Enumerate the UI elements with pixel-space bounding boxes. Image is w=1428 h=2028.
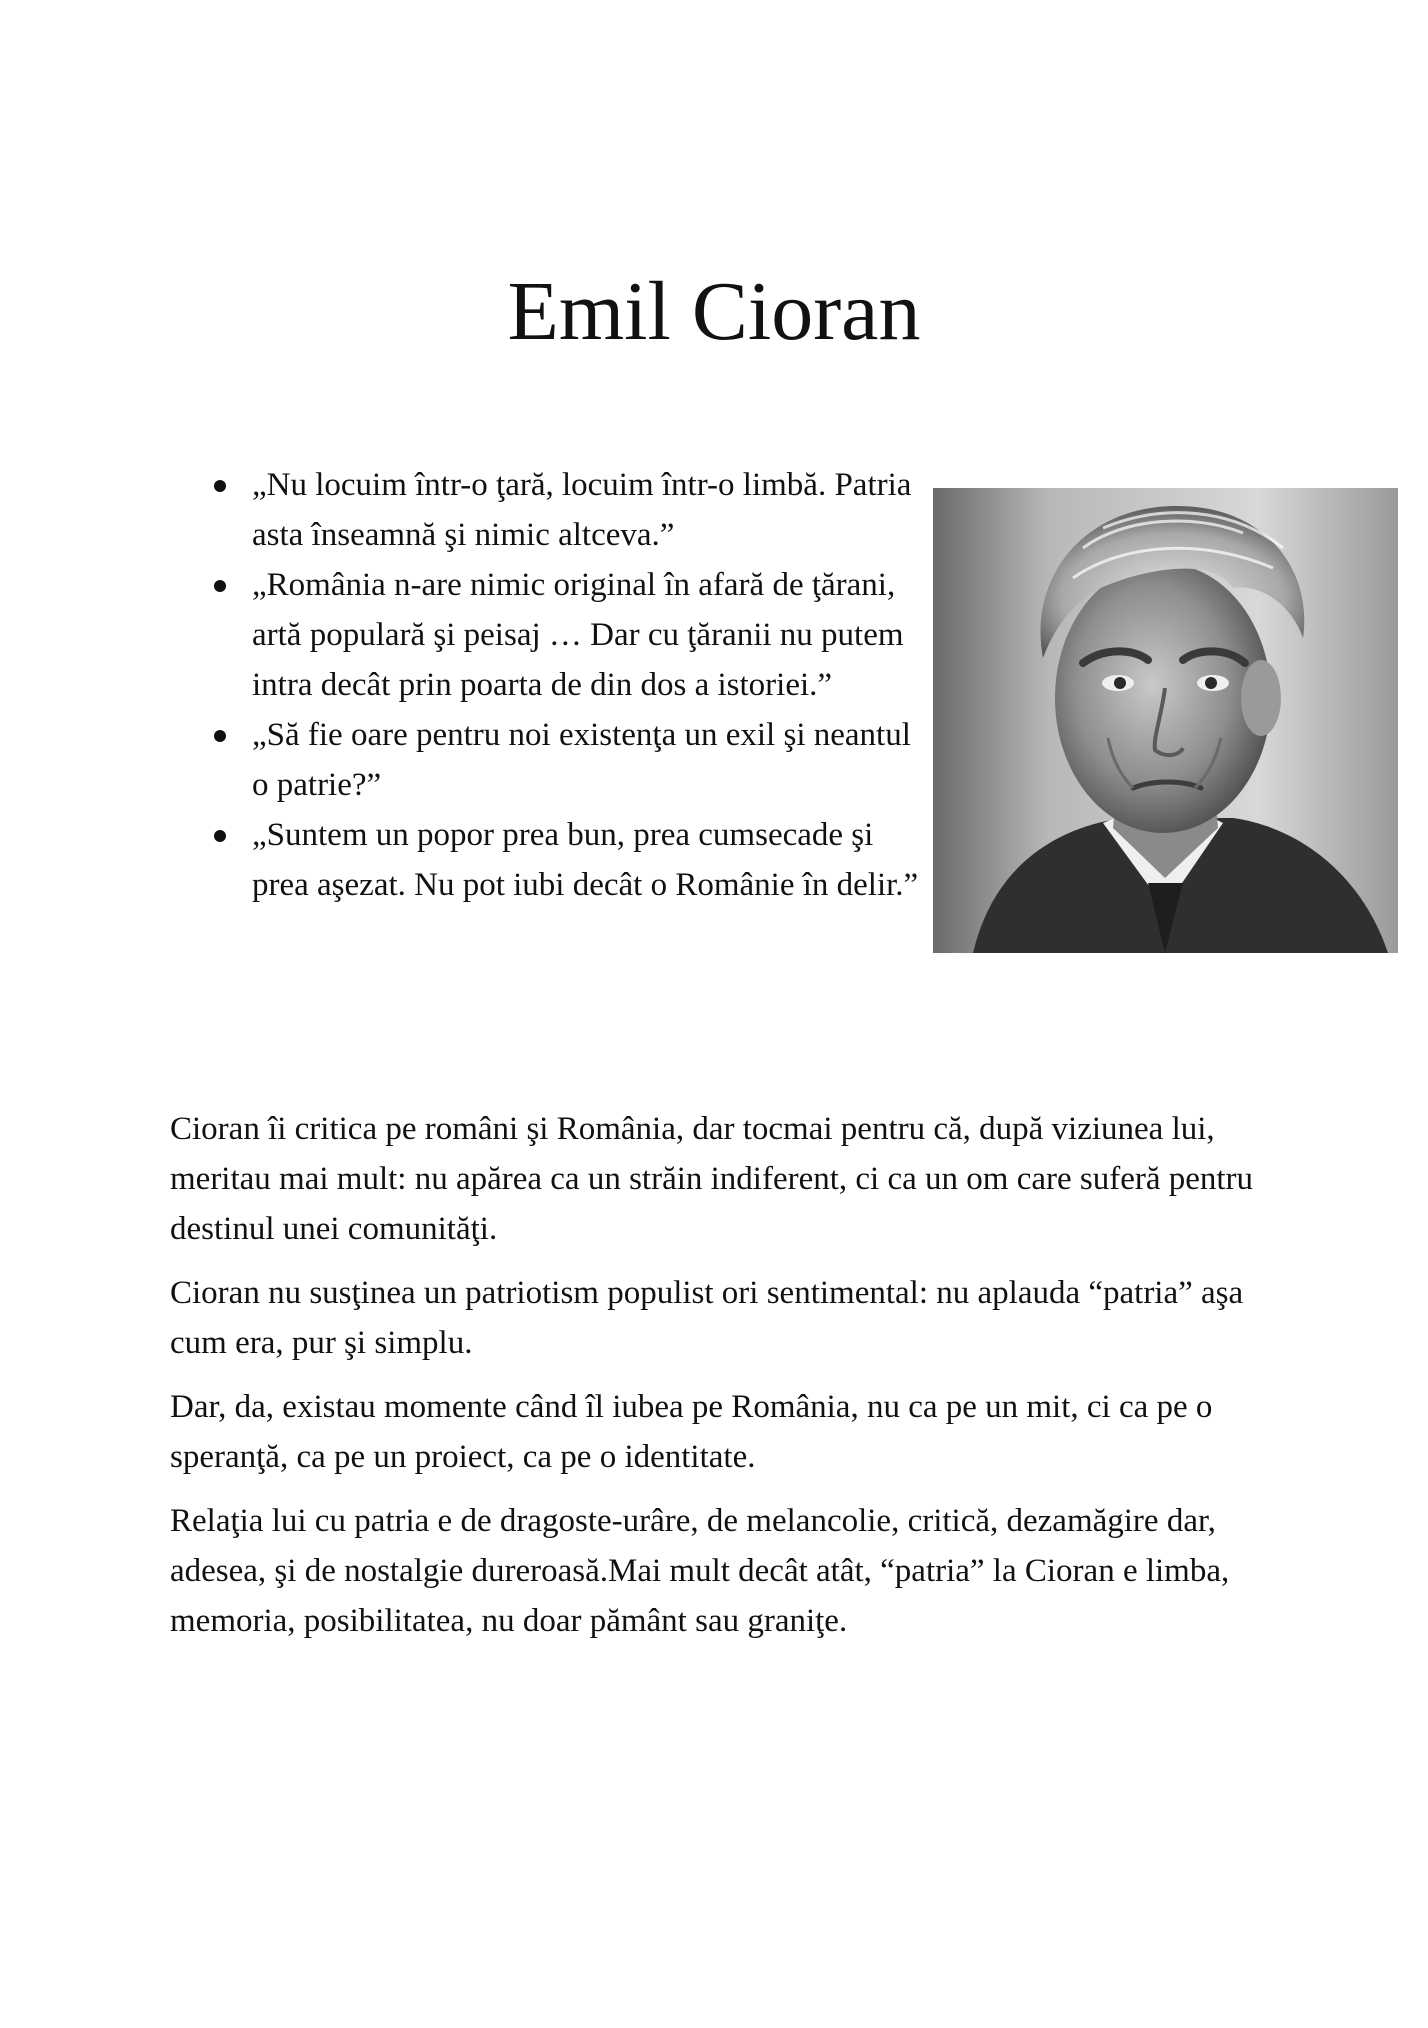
quote-text: „Suntem un popor prea bun, prea cumsecade şi prea aşezat. Nu pot iubi decât o Românie în delir.” bbox=[252, 817, 919, 903]
list-item bbox=[210, 560, 930, 710]
bullet-icon bbox=[214, 580, 226, 592]
bullet-icon bbox=[214, 730, 226, 742]
list-item bbox=[210, 710, 930, 810]
quote-text: „Să fie oare pentru noi existenţa un exil şi neantul o patrie?” bbox=[252, 717, 911, 803]
quote-text: „România n-are nimic original în afară de ţărani, artă populară şi peisaj … Dar cu ţăranii nu putem intra decât prin poarta de din dos a istoriei.” bbox=[252, 567, 904, 703]
page-title: Emil Cioran bbox=[507, 265, 921, 358]
paragraph: Cioran nu susţinea un patriotism populist ori sentimental: nu aplauda “patria” aşa cum era, pur şi simplu. bbox=[170, 1275, 1244, 1361]
list-item bbox=[210, 810, 930, 910]
paragraph: Relaţia lui cu patria e de dragoste-urâre, de melancolie, critică, dezamăgire dar, adesea, şi de nostalgie dureroasă.Mai mult decât atât, “patria” la Cioran e limba, memoria, posibilitatea, nu doar pământ sau graniţe. bbox=[170, 1503, 1230, 1639]
list-item bbox=[210, 460, 930, 560]
bullet-icon bbox=[214, 830, 226, 842]
paragraph: Cioran îi critica pe români şi România, dar tocmai pentru că, după viziunea lui, meritau mai mult: nu apărea ca un străin indiferent, ci ca un om care suferă pentru destinul unei comunităţi. bbox=[170, 1111, 1254, 1247]
body-text bbox=[170, 1104, 1270, 1660]
portrait-photo bbox=[933, 488, 1398, 953]
quote-list bbox=[210, 460, 930, 910]
bullet-icon bbox=[214, 480, 226, 492]
paragraph: Dar, da, existau momente când îl iubea pe România, nu ca pe un mit, ci ca pe o speranţă, ca pe un proiect, ca pe o identitate. bbox=[170, 1389, 1213, 1475]
quote-text: „Nu locuim într-o ţară, locuim într-o limbă. Patria asta înseamnă şi nimic altceva.” bbox=[252, 467, 912, 553]
